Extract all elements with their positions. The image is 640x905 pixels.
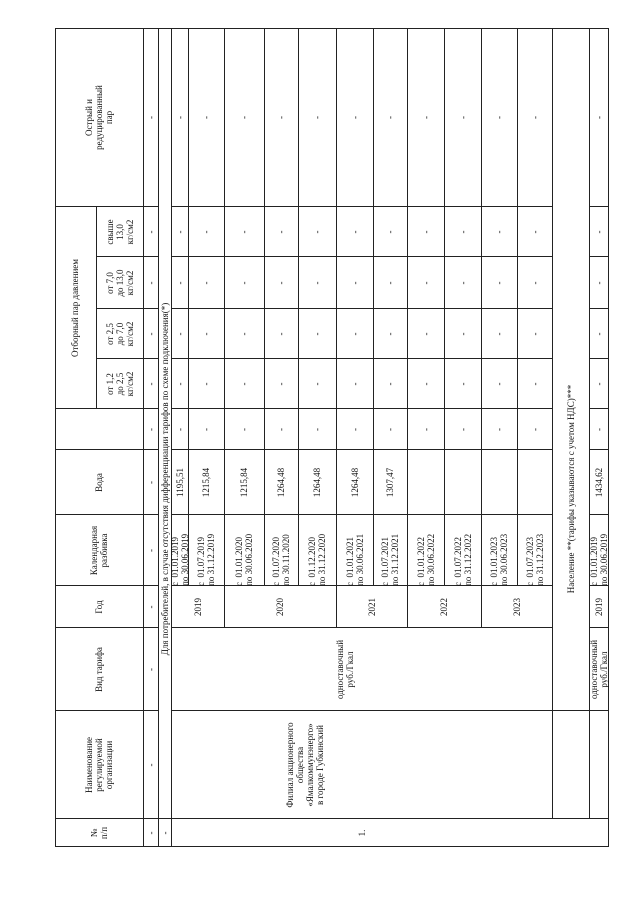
period-col-line <box>188 308 224 309</box>
dash-cell: - <box>594 382 604 386</box>
dash-cell: - <box>174 230 185 234</box>
dash-cell: - <box>312 230 322 234</box>
period-col-line <box>373 408 407 409</box>
period-col-line <box>336 308 373 309</box>
dash-cell: - <box>457 332 468 336</box>
period-label: с 01.07.2023 по 31.12.2023 <box>524 533 545 586</box>
header-steam-col: от 7,0 до 13,0 кг/см2 <box>105 269 135 297</box>
dash-cell: - <box>145 332 156 336</box>
dash-cell: - <box>174 428 185 431</box>
dash-cell: - <box>145 605 156 609</box>
period-col-line <box>407 256 444 257</box>
year-row-line <box>407 586 408 628</box>
dash-cell: - <box>201 382 211 386</box>
period-col-line <box>264 256 298 257</box>
period-label: с 01.01.2020 по 30.06.2020 <box>234 533 254 586</box>
dash-cell: - <box>594 116 604 119</box>
period-col-line <box>264 206 298 207</box>
period-col-line <box>444 256 481 257</box>
period-col-line <box>298 308 336 309</box>
dash-cell: - <box>349 116 360 119</box>
period-col-line <box>171 358 188 359</box>
dash-cell: - <box>276 332 286 336</box>
dash-cell: - <box>145 116 156 119</box>
dash-cell: - <box>529 382 540 386</box>
population-col-line <box>589 206 609 207</box>
header-water: Вода <box>94 473 104 492</box>
dash-cell: - <box>145 481 156 484</box>
header-org: Наименование регулируемой организации <box>84 736 114 794</box>
dash-cell: - <box>276 382 286 386</box>
period-col-line <box>481 449 517 450</box>
section2-title: Население **(тарифы указываются с учетом НДС)*** <box>565 384 576 594</box>
water-value: 1264,48 <box>349 467 360 498</box>
year-row-line <box>224 586 225 628</box>
period-row-line <box>407 28 408 586</box>
dash-cell: - <box>239 382 249 386</box>
dash-cell: - <box>385 230 395 234</box>
period-col-line <box>481 256 517 257</box>
dash-cell: - <box>457 382 468 386</box>
water-value: 1264,48 <box>312 467 322 498</box>
period-col-line <box>336 358 373 359</box>
col-year-line <box>171 627 552 628</box>
population-tariff: одноставочный руб./Гкал <box>589 639 609 700</box>
period-col-line <box>171 206 188 207</box>
dash-cell: - <box>312 332 322 336</box>
dash-cell: - <box>276 281 286 285</box>
dash-cell: - <box>239 116 249 119</box>
dash-cell: - <box>312 281 322 285</box>
header-bottom-line <box>143 28 144 847</box>
header-steam-col: свыше 13,0 кг/см2 <box>105 219 135 245</box>
year-row-line <box>336 586 337 628</box>
table-border-right <box>55 28 609 29</box>
dash-cell: - <box>312 382 322 386</box>
population-period: с 01.01.2019 по 30.06.2019 <box>589 533 609 586</box>
dash-cell: - <box>457 428 468 431</box>
period-col-line <box>407 308 444 309</box>
dash-cell: - <box>494 230 504 234</box>
period-col-line <box>264 358 298 359</box>
year-label: 2021 <box>366 598 377 616</box>
period-row-line <box>517 28 518 586</box>
dash-cell: - <box>174 382 185 386</box>
dash-cell: - <box>594 281 604 285</box>
period-col-line <box>171 408 188 409</box>
dash-cell: - <box>201 230 211 234</box>
dash-cell: - <box>145 281 156 285</box>
dash-cell: - <box>145 382 156 386</box>
period-col-line <box>298 256 336 257</box>
period-row-line <box>298 28 299 586</box>
dash-cell: - <box>174 281 185 285</box>
dash-cell: - <box>594 428 604 431</box>
section1-line <box>171 28 172 847</box>
water-value: 1215,84 <box>239 467 249 498</box>
dash-cell: - <box>145 549 156 552</box>
dash-cell: - <box>276 116 286 119</box>
period-col-line <box>171 308 188 309</box>
dash-cell: - <box>385 332 395 336</box>
period-col-line <box>444 358 481 359</box>
period-label: с 01.01.2023 по 30.06.2023 <box>489 533 509 586</box>
period-col-line <box>517 408 552 409</box>
period-col-line <box>188 358 224 359</box>
period-col-line <box>224 308 264 309</box>
period-col-line <box>373 256 407 257</box>
dash-cell: - <box>201 281 211 285</box>
population-col-line <box>589 408 609 409</box>
dash-cell: - <box>385 281 395 285</box>
period-col-line <box>298 358 336 359</box>
dash-cell: - <box>145 831 156 835</box>
period-col-line <box>517 206 552 207</box>
table-border-bottom <box>608 28 609 847</box>
tariff-table <box>55 28 609 847</box>
dash-cell: - <box>312 116 322 119</box>
header-period: Календарная разбивка <box>89 525 109 576</box>
period-col-line <box>171 256 188 257</box>
period-row-line <box>224 28 225 586</box>
period-col-line <box>224 206 264 207</box>
dash-cell: - <box>349 281 360 285</box>
dash-cell: - <box>145 668 156 671</box>
period-col-line <box>298 408 336 409</box>
dash-cell: - <box>145 230 156 234</box>
year-label: 2019 <box>192 598 203 616</box>
period-col-line <box>373 358 407 359</box>
dash-cell: - <box>420 382 431 386</box>
period-col-line <box>373 308 407 309</box>
period-row-line <box>373 28 374 586</box>
dash-cell: - <box>312 428 322 431</box>
dash-cell: - <box>174 116 185 119</box>
period-col-line <box>444 408 481 409</box>
year-label: 2023 <box>511 598 522 616</box>
period-label: с 01.12.2020 по 31.12.2020 <box>307 533 327 586</box>
section2-top-line <box>552 28 553 819</box>
dash-cell: - <box>385 428 395 431</box>
population-col-line <box>589 308 609 309</box>
table-border-top <box>55 28 56 847</box>
dash-cell: - <box>529 332 540 336</box>
population-year: 2019 <box>594 598 604 616</box>
header-col-line <box>55 449 158 450</box>
dash-cell: - <box>385 382 395 386</box>
period-col-line <box>188 408 224 409</box>
period-label: с 01.01.2021 по 30.06.2021 <box>344 533 365 586</box>
period-label: с 01.01.2019 по 30.06.2019 <box>169 533 190 586</box>
dash-cell: - <box>276 230 286 234</box>
dash-cell: - <box>529 230 540 234</box>
year-row-line <box>481 586 482 628</box>
period-label: с 01.07.2020 по 30.11.2020 <box>271 534 291 586</box>
period-label: с 01.01.2022 по 30.06.2022 <box>415 533 436 586</box>
period-col-line <box>407 358 444 359</box>
year-label: 2022 <box>439 598 449 616</box>
dash-cell: - <box>239 281 249 285</box>
water-value: 1215,84 <box>201 467 211 498</box>
period-col-line <box>224 358 264 359</box>
dash-cell: - <box>201 116 211 119</box>
dash-cell: - <box>145 428 156 431</box>
dash-cell: - <box>457 116 468 119</box>
period-col-line <box>336 256 373 257</box>
dash-cell: - <box>201 332 211 336</box>
period-col-line <box>517 308 552 309</box>
col-num-line <box>158 818 609 819</box>
period-row-line <box>188 28 189 586</box>
dash-cell: - <box>349 382 360 386</box>
dash-cell: - <box>159 831 170 835</box>
dash-cell: - <box>239 428 249 431</box>
period-row-line <box>481 28 482 586</box>
period-label: с 01.07.2019 по 31.12.2019 <box>196 533 216 586</box>
period-col-line <box>444 308 481 309</box>
period-col-line <box>444 206 481 207</box>
period-col-line <box>298 206 336 207</box>
dash-cell: - <box>494 382 504 386</box>
section1-title: Для потребителей, в случае отсутствия дифференциации тарифов по схеме подключения(*) <box>159 302 170 656</box>
header-steam-col: от 2,5 до 7,0 кг/см2 <box>105 321 135 347</box>
dash-cell: - <box>349 332 360 336</box>
tariff-type: одноставочный руб./Гкал <box>335 639 355 700</box>
header-num: № п/п <box>89 826 109 840</box>
dash-cell: - <box>529 281 540 285</box>
dash-cell: - <box>494 428 504 431</box>
dash-cell: - <box>420 281 431 285</box>
period-label: с 01.07.2021 по 31.12.2021 <box>380 533 400 586</box>
period-row-line <box>444 28 445 586</box>
period-col-line <box>481 308 517 309</box>
period-col-line <box>481 358 517 359</box>
dash-cell: - <box>594 230 604 234</box>
dash-cell: - <box>239 230 249 234</box>
dash-cell: - <box>201 428 211 431</box>
row-number: 1. <box>356 829 367 837</box>
dash-cell: - <box>594 332 604 336</box>
year-label: 2020 <box>275 598 285 616</box>
water-value: 1195,51 <box>174 468 185 497</box>
population-water: 1434,62 <box>594 467 604 498</box>
dash-cell: - <box>349 230 360 234</box>
dash-cell: - <box>349 428 360 431</box>
period-row-line <box>336 28 337 586</box>
period-col-line <box>188 206 224 207</box>
header-tariff-type: Вид тарифа <box>94 647 104 692</box>
period-col-line <box>373 206 407 207</box>
period-col-line <box>336 408 373 409</box>
dash-cell: - <box>529 116 540 119</box>
period-col-line <box>517 256 552 257</box>
period-col-line <box>444 449 481 450</box>
period-col-line <box>264 308 298 309</box>
table-border-left <box>55 846 609 847</box>
dash-cell: - <box>174 332 185 336</box>
dash-cell: - <box>420 332 431 336</box>
dash-cell: - <box>457 230 468 234</box>
period-col-line <box>224 256 264 257</box>
dash-cell: - <box>457 281 468 285</box>
period-col-line <box>407 206 444 207</box>
dash-cell: - <box>494 281 504 285</box>
dash-cell: - <box>276 428 286 431</box>
header-sharp-steam: Острый и редуцированный пар <box>84 85 114 150</box>
period-col-line <box>517 449 552 450</box>
period-col-line <box>481 206 517 207</box>
dash-cell: - <box>385 116 395 119</box>
dash-cell: - <box>420 428 431 431</box>
dash-cell: - <box>239 332 249 336</box>
dash-cell: - <box>529 428 540 431</box>
col-tariff-line <box>171 710 552 711</box>
header-col-line <box>55 627 158 628</box>
dash-cell: - <box>494 116 504 119</box>
population-col-line <box>589 256 609 257</box>
period-label: с 01.07.2022 по 31.12.2022 <box>452 533 473 586</box>
water-value: 1307,47 <box>385 467 395 498</box>
org-name: Филиал акционерного общества «Ямалкоммунэнерго» в городе Губкинский <box>285 722 325 808</box>
period-col-line <box>517 358 552 359</box>
dash-cell: - <box>494 332 504 336</box>
period-col-line <box>264 408 298 409</box>
dash-cell: - <box>145 763 156 767</box>
period-row-line <box>264 28 265 586</box>
header-year: Год <box>94 600 104 614</box>
period-col-line <box>481 408 517 409</box>
dash-cell: - <box>420 230 431 234</box>
period-col-line <box>407 408 444 409</box>
dash-cell: - <box>420 116 431 119</box>
period-col-line <box>407 449 444 450</box>
period-col-line <box>188 256 224 257</box>
period-col-line <box>336 206 373 207</box>
header-steam-col: от 1,2 до 2,5 кг/см2 <box>105 371 135 397</box>
water-value: 1264,48 <box>276 467 286 498</box>
header-steam-group: Отборный пар давлением <box>70 259 80 358</box>
population-col-line <box>589 358 609 359</box>
period-col-line <box>224 408 264 409</box>
